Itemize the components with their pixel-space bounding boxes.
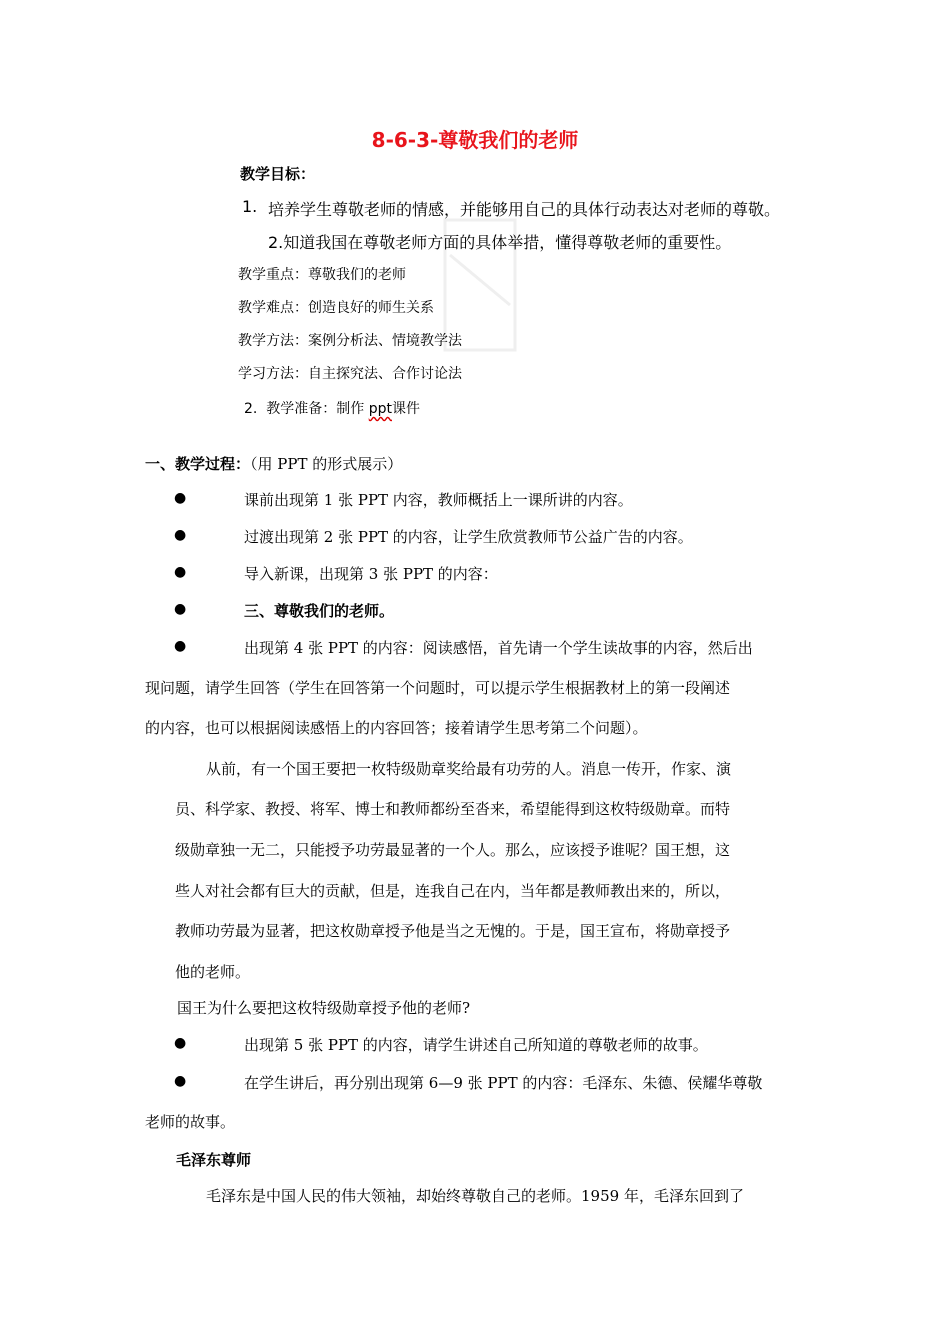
bullet-7-line-2: 老师的故事。 [145, 1113, 236, 1131]
mao-heading: 毛泽东尊师 [176, 1151, 252, 1169]
story-line-3: 级勋章独一无二，只能授予功劳最显著的一个人。那么，应该授予谁呢？国王想，这 [175, 841, 731, 859]
story-line-4: 些人对社会都有巨大的贡献，但是，连我自己在内，当年都是教师教出来的，所以， [175, 882, 731, 900]
story-question: 国王为什么要把这枚特级勋章授予他的老师? [177, 999, 471, 1017]
preparation-line [244, 398, 420, 418]
preparation-ppt: ppt [368, 401, 392, 417]
bullet-5-line-2: 现问题，请学生回答（学生在回答第一个问题时，可以提示学生根据教材上的第一段阐述 [145, 679, 731, 697]
bullet-5-line-3: 的内容，也可以根据阅读感悟上的内容回答；接着请学生思考第二个问题）。 [145, 719, 648, 737]
process-heading-line [145, 453, 402, 474]
key-point: 教学重点：尊敬我们的老师 [238, 267, 406, 283]
bullet-icon: ● [174, 601, 187, 617]
document-title: 8-6-3-尊敬我们的老师 [371, 128, 579, 152]
bullet-7-line-1: 在学生讲后，再分别出现第 6—9 张 PPT 的内容：毛泽东、朱德、侯耀华尊敬 [244, 1074, 763, 1092]
bullet-icon: ● [174, 564, 187, 580]
process-note: （用 PPT 的形式展示） [250, 455, 403, 473]
bullet-2-text: 过渡出现第 2 张 PPT 的内容，让学生欣赏教师节公益广告的内容。 [244, 528, 693, 546]
bullet-5-line-1: 出现第 4 张 PPT 的内容：阅读感悟，首先请一个学生读故事的内容，然后出 [244, 639, 753, 657]
goal-2-text: 2.知道我国在尊敬老师方面的具体举措，懂得尊敬老师的重要性。 [268, 233, 732, 252]
bullet-3-text: 导入新课，出现第 3 张 PPT 的内容： [244, 565, 498, 583]
bullet-icon: ● [174, 1073, 187, 1089]
preparation-number: 2. [244, 401, 258, 417]
preparation-prefix: 教学准备：制作 [266, 401, 365, 417]
learning-method: 学习方法：自主探究法、合作讨论法 [238, 366, 462, 382]
story-line-2: 员、科学家、教授、将军、博士和教师都纷至沓来，希望能得到这枚特级勋章。而特 [175, 800, 731, 818]
bullet-6-text: 出现第 5 张 PPT 的内容，请学生讲述自己所知道的尊敬老师的故事。 [244, 1036, 708, 1054]
teaching-method: 教学方法：案例分析法、情境教学法 [238, 333, 462, 349]
story-line-1: 从前，有一个国王要把一枚特级勋章奖给最有功劳的人。消息一传开，作家、演 [206, 760, 732, 778]
bullet-icon: ● [174, 638, 187, 654]
bullet-icon: ● [174, 1035, 187, 1051]
bullet-4-text: 三、尊敬我们的老师。 [244, 602, 395, 620]
bullet-1-text: 课前出现第 1 张 PPT 内容，教师概括上一课所讲的内容。 [244, 491, 633, 509]
bullet-icon: ● [174, 527, 187, 543]
goals-heading: 教学目标： [240, 165, 316, 183]
bullet-icon: ● [174, 490, 187, 506]
goal-1-text: 培养学生尊敬老师的情感，并能够用自己的具体行动表达对老师的尊敬。 [268, 200, 781, 219]
story-line-5: 教师功劳最为显著，把这枚勋章授予他是当之无愧的。于是，国王宣布，将勋章授予 [175, 922, 731, 940]
process-heading: 一、教学过程： [145, 455, 251, 473]
story-line-6: 他的老师。 [175, 963, 251, 981]
difficulty-point: 教学难点：创造良好的师生关系 [238, 300, 434, 316]
preparation-suffix: 课件 [391, 401, 420, 417]
goal-1-number: 1. [242, 197, 258, 216]
mao-line-1: 毛泽东是中国人民的伟大领袖，却始终尊敬自己的老师。1959 年，毛泽东回到了 [206, 1187, 744, 1205]
